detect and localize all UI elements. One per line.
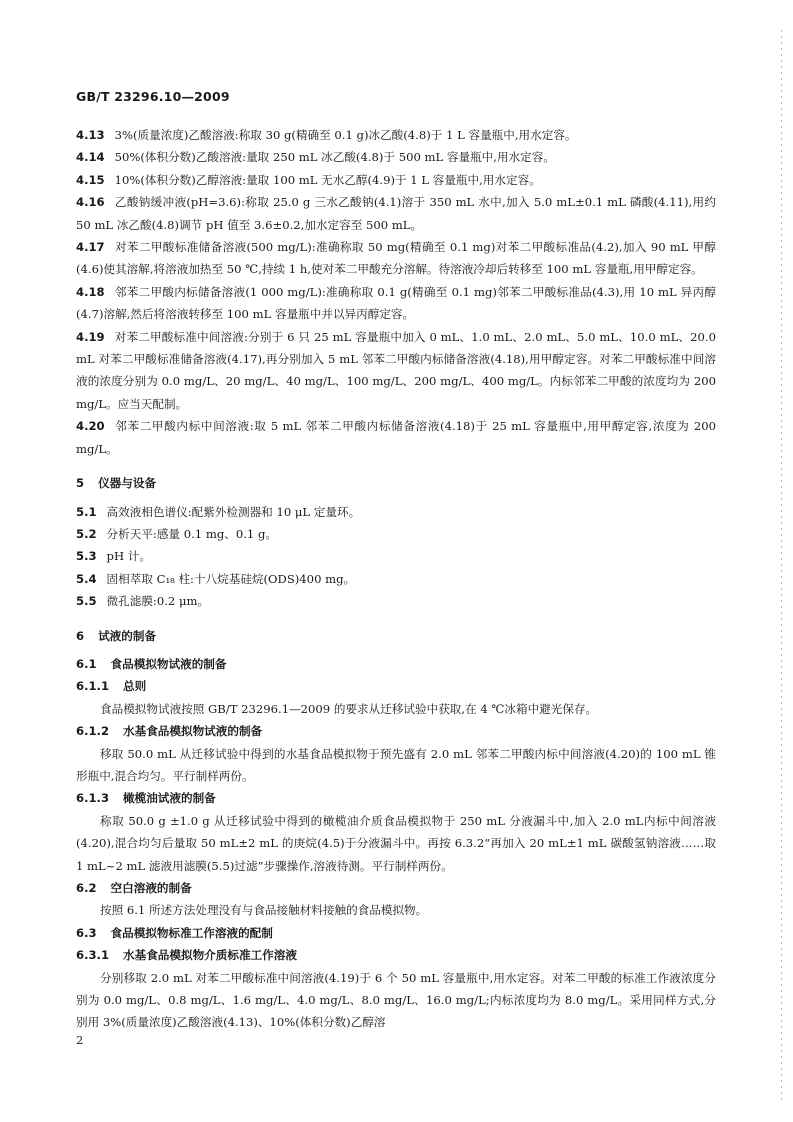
clause-4-16 [76, 191, 716, 236]
clause-4-17 [76, 236, 716, 281]
clause-number: 4.17 [76, 240, 105, 255]
section-6-heading [76, 625, 716, 647]
clause-4-20 [76, 415, 716, 460]
clause-text: 10%(体积分数)乙醇溶液:量取 100 mL 无水乙醇(4.9)于 1 L 容量瓶中,用水定容。 [114, 172, 541, 187]
subsection-6-1-3-text: 称取 50.0 g ±1.0 g 从迁移试验中得到的橄榄油介质食品模拟物于 250 mL 分液漏斗中,加入 2.0 mL内标中间溶液(4.20),混合均匀后量取 50 mL±2 mL 的庚烷(4.5)于分液漏斗中。再按 6.3.2“再加入 20 mL±1 mL 碳酸氢钠溶液……取 1 mL~2 mL 滤液用滤膜(5.5)过滤”步骤操作,溶液待测。平行制样两份。 [76, 813, 716, 873]
clause-5-3 [76, 545, 716, 567]
subsection-title: 空白溶液的制备 [110, 881, 192, 895]
clause-4-13 [76, 124, 716, 146]
clause-number: 4.18 [76, 284, 105, 299]
subsection-6-3-heading [76, 922, 716, 944]
section-title: 试液的制备 [98, 628, 157, 643]
subsection-title: 食品模拟物试液的制备 [110, 656, 227, 671]
clause-text: pH 计。 [106, 549, 151, 564]
section-number: 6 [76, 628, 85, 643]
subsection-6-1-heading [76, 653, 716, 675]
standard-code-header: GB/T 23296.10—2009 [76, 89, 230, 104]
clause-text: 微孔滤膜:0.2 μm。 [106, 594, 210, 609]
subsection-6-1-1-text: 食品模拟物试液按照 GB/T 23296.1—2009 的要求从迁移试验中获取,在 4 ℃冰箱中避光保存。 [100, 701, 598, 716]
clause-text: 乙酸钠缓冲液(pH=3.6):称取 25.0 g 三水乙酸钠(4.1)溶于 350 mL 水中,加入 5.0 mL±0.1 mL 磷酸(4.11),用约 50 mL 冰乙酸(4.8)调节 pH 值至 3.6±0.2,加水定容至 500 mL。 [76, 195, 716, 232]
clause-4-18 [76, 281, 716, 326]
subsection-title: 橄榄油试液的制备 [123, 791, 216, 806]
subsection-title: 食品模拟物标准工作溶液的配制 [110, 925, 273, 940]
clause-text: 固相萃取 C₁₈ 柱:十八烷基硅烷(ODS)400 mg。 [106, 571, 356, 586]
document-body [76, 124, 716, 1034]
clause-number: 5.3 [76, 549, 97, 564]
subsection-6-1-3-heading [76, 787, 716, 809]
section-title: 仪器与设备 [98, 476, 157, 491]
subsection-title: 水基食品模拟物试液的制备 [123, 724, 263, 739]
scan-edge-divider [781, 30, 782, 1100]
clause-text: 高效液相色谱仪:配紫外检测器和 10 μL 定量环。 [106, 504, 361, 519]
clause-4-14 [76, 146, 716, 168]
subsection-title: 总则 [123, 679, 147, 694]
clause-text: 对苯二甲酸标准中间溶液:分别于 6 只 25 mL 容量瓶中加入 0 mL、1.0 mL、2.0 mL、5.0 mL、10.0 mL、20.0 mL 对苯二甲酸标准储备溶液(4.17),再分别加入 5 mL 邻苯二甲酸内标储备溶液(4.18),用甲醇定容。对苯二甲酸标准中间溶液的浓度分别为 0.0 mg/L、20 mg/L、40 mg/L、100 mg/L、200 mg/L、400 mg/L。内标邻苯二甲酸的浓度均为 200 mg/L。应当天配制。 [76, 329, 716, 411]
clause-number: 5.4 [76, 571, 97, 586]
subsection-title: 水基食品模拟物介质标准工作溶液 [123, 948, 297, 963]
subsection-number: 6.3 [76, 925, 97, 940]
clause-number: 5.2 [76, 526, 97, 541]
clause-text: 3%(质量浓度)乙酸溶液:称取 30 g(精确至 0.1 g)冰乙酸(4.8)于 1 L 容量瓶中,用水定容。 [114, 128, 577, 142]
clause-number: 4.13 [76, 128, 105, 142]
subsection-number: 6.2 [76, 881, 97, 895]
section-number: 5 [76, 476, 85, 491]
subsection-6-3-1-text: 分别移取 2.0 mL 对苯二甲酸标准中间溶液(4.19)于 6 个 50 mL 容量瓶中,用水定容。对苯二甲酸的标准工作液浓度分别为 0.0 mg/L、0.8 mg/L、1.6 mg/L、4.0 mg/L、8.0 mg/L、16.0 mg/L;内标浓度均为 8.0 mg/L。采用同样方式,分别用 3%(质量浓度)乙酸溶液(4.13)、10%(体积分数)乙醇溶 [76, 970, 716, 1030]
clause-5-4 [76, 568, 716, 590]
clause-number: 5.1 [76, 504, 97, 519]
clause-number: 4.20 [76, 419, 105, 434]
subsection-6-2-text: 按照 6.1 所述方法处理没有与食品接触材料接触的食品模拟物。 [100, 903, 428, 918]
clause-number: 4.15 [76, 172, 105, 187]
subsection-number: 6.1.3 [76, 791, 110, 806]
clause-4-15 [76, 169, 716, 191]
clause-number: 4.19 [76, 329, 105, 344]
clause-4-19 [76, 326, 716, 416]
subsection-6-2-heading [76, 877, 716, 899]
section-5-heading [76, 472, 716, 494]
subsection-6-1-2-heading [76, 720, 716, 742]
page-number: 2 [76, 1033, 84, 1047]
subsection-number: 6.1.1 [76, 679, 110, 694]
clause-text: 邻苯二甲酸内标储备溶液(1 000 mg/L):准确称取 0.1 g(精确至 0.1 mg)邻苯二甲酸标准品(4.3),用 10 mL 异丙醇(4.7)溶解,然后将溶液转移至 100 mL 容量瓶中并以异丙醇定容。 [76, 284, 716, 322]
clause-number: 4.14 [76, 150, 105, 165]
subsection-6-1-1-heading [76, 675, 716, 697]
clause-5-5 [76, 590, 716, 612]
clause-number: 4.16 [76, 195, 105, 210]
subsection-number: 6.1 [76, 656, 97, 671]
subsection-6-3-1-heading [76, 944, 716, 966]
clause-number: 5.5 [76, 594, 97, 609]
subsection-number: 6.3.1 [76, 948, 110, 963]
clause-text: 50%(体积分数)乙酸溶液:量取 250 mL 冰乙酸(4.8)于 500 mL 容量瓶中,用水定容。 [114, 150, 555, 165]
clause-text: 分析天平:感量 0.1 mg、0.1 g。 [106, 526, 277, 541]
subsection-6-1-2-text: 移取 50.0 mL 从迁移试验中得到的水基食品模拟物于预先盛有 2.0 mL 邻苯二甲酸内标中间溶液(4.20)的 100 mL 锥形瓶中,混合均匀。平行制样两份。 [76, 746, 716, 783]
clause-text: 对苯二甲酸标准储备溶液(500 mg/L):准确称取 50 mg(精确至 0.1 mg)对苯二甲酸标准品(4.2),加入 90 mL 甲醇(4.6)使其溶解,将溶液加热至 50 ℃,持续 1 h,使对苯二甲酸充分溶解。待溶液冷却后转移至 100 mL 容量瓶,用甲醇定容。 [76, 240, 716, 277]
clause-5-1 [76, 501, 716, 523]
clause-5-2 [76, 523, 716, 545]
subsection-number: 6.1.2 [76, 724, 110, 739]
clause-text: 邻苯二甲酸内标中间溶液:取 5 mL 邻苯二甲酸内标储备溶液(4.18)于 25 mL 容量瓶中,用甲醇定容,浓度为 200 mg/L。 [76, 419, 716, 456]
